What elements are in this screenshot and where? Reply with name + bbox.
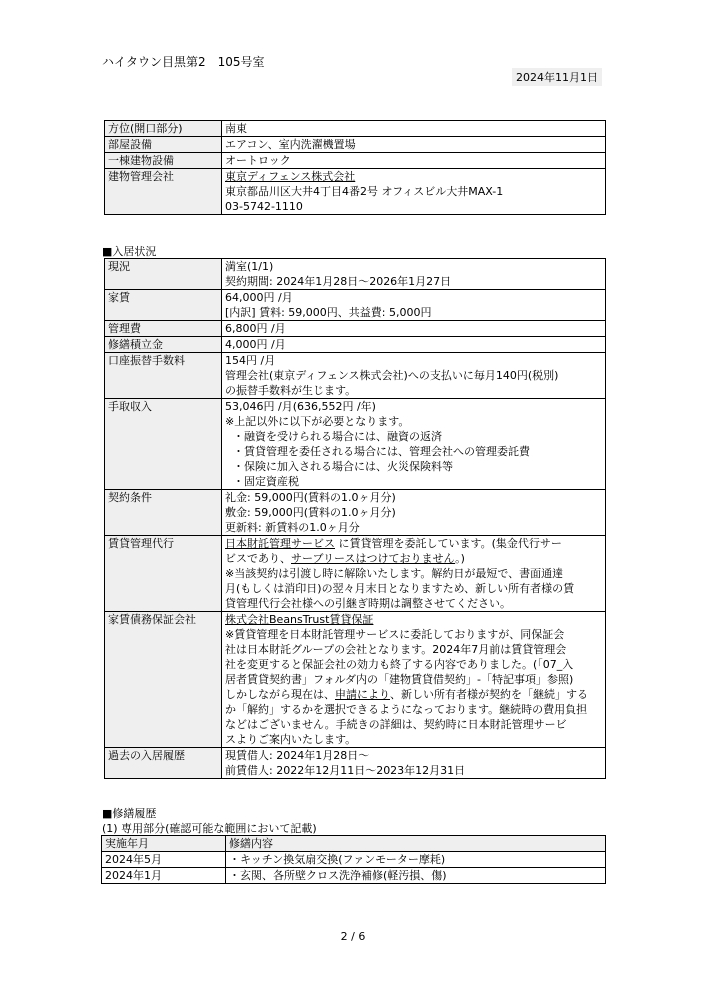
column-header: 実施年月 [102,836,226,852]
net-income-line: ・保険に加入される場合には、火災保険料等 [233,460,453,473]
row-label: 部屋設備 [105,137,222,153]
transfer-fee-line: 管理会社(東京ディフェンス株式会社)への支払いに毎月140円(税別) [225,369,559,382]
table-row [105,259,606,290]
table-row [105,321,606,337]
guarantor-link[interactable]: 株式会社BeansTrust賃貸保証 [225,613,374,626]
rental-agent-line: 月(もしくは消印日)の翌々月末日となりますため、新しい所有者様の賃 [225,582,575,595]
table-row [105,748,606,779]
table-row [105,353,606,399]
row-label: 管理費 [105,321,222,337]
repairs-section-title: ■修繕履歴 [102,807,157,820]
rental-agent-link[interactable]: 日本財託管理サービス [225,537,335,550]
net-income-line: ・固定資産税 [233,475,299,488]
row-value [222,612,606,748]
table-row [105,153,606,169]
rental-agent-line: ※当該契約は引渡し時に解除いたします。解約日が最短で、書面通達 [225,567,564,580]
status-line: 満室(1/1) [225,260,274,273]
row-value: 南東 [222,121,606,137]
status-line: 契約期間: 2024年1月28日～2026年1月27日 [225,275,452,288]
rental-agent-text: ビスであり、 [225,552,291,565]
table-row [105,121,606,137]
repair-content: ・キッチン換気扇交換(ファンモーター摩耗) [226,852,606,868]
rental-agent-text: 。) [455,552,465,565]
contract-line: 敷金: 59,000円(賃料の1.0ヶ月分) [225,506,396,519]
row-label: 修繕積立金 [105,337,222,353]
repair-date: 2024年1月 [102,868,226,884]
repair-content: ・玄関、各所壁クロス洗浄補修(軽汚損、傷) [226,868,606,884]
building-info-table [104,120,606,215]
row-value [222,259,606,290]
row-value [222,290,606,321]
row-value [222,169,606,215]
row-label: 方位(開口部分) [105,121,222,137]
guarantor-line: などはございません。手続きの詳細は、契約時に日本財託管理サービ [225,718,567,731]
row-label: 家賃債務保証会社 [105,612,222,748]
repairs-subtitle: (1) 専用部分(確認可能な範囲において記載) [102,822,317,835]
row-label: 口座振替手数料 [105,353,222,399]
transfer-fee-line: の振替手数料が生じます。 [225,384,357,397]
row-label: 賃貸管理代行 [105,536,222,612]
guarantor-text: 、新しい所有者様が契約を「継続」する [390,688,588,701]
occupancy-section-title: ■入居状況 [102,245,157,258]
row-label: 手取収入 [105,399,222,490]
history-line: 現賃借人: 2024年1月28日～ [225,749,370,762]
guarantor-line: か「解約」するかを選択できるようになっております。継続時の費用負担 [225,703,588,716]
management-company-link[interactable]: 東京ディフェンス株式会社 [225,170,356,183]
page-title: ハイタウン目黒第2 105号室 [102,55,265,69]
rent-line: [内訳] 賃料: 59,000円、共益費: 5,000円 [225,306,432,319]
row-value [222,353,606,399]
contract-line: 更新料: 新賃料の1.0ヶ月分 [225,521,360,534]
sublease-note: サーブリースはつけておりません [291,552,456,565]
row-label: 建物管理会社 [105,169,222,215]
row-value: 4,000円 /月 [222,337,606,353]
guarantor-line: ※賃貸管理を日本財託管理サービスに委託しておりますが、同保証会 [225,628,565,641]
rental-agent-line: 貸管理代行会社様への引継ぎ時期は調整させてください。 [225,597,511,610]
table-row [102,868,606,884]
net-income-line: ※上記以外に以下が必要となります。 [225,415,410,428]
row-value: オートロック [222,153,606,169]
row-label: 現況 [105,259,222,290]
row-value: 6,800円 /月 [222,321,606,337]
net-income-line: ・融資を受けられる場合には、融資の返済 [233,430,442,443]
row-value [222,399,606,490]
column-header: 修繕内容 [226,836,606,852]
table-row [105,169,606,215]
row-label: 契約条件 [105,490,222,536]
table-row [105,536,606,612]
management-phone: 03-5742-1110 [225,200,303,213]
row-value [222,536,606,612]
row-label: 一棟建物設備 [105,153,222,169]
repair-date: 2024年5月 [102,852,226,868]
history-line: 前賃借人: 2022年12月11日～2023年12月31日 [225,764,466,777]
table-row [102,852,606,868]
net-income-line: ・賃貸管理を委任される場合には、管理会社への管理委託費 [233,445,530,458]
table-row [105,490,606,536]
row-value [222,490,606,536]
rent-line: 64,000円 /月 [225,291,293,304]
guarantor-line: 居者賃貸契約書」フォルダ内の「建物賃貸借契約」-「特記事項」参照) [225,673,574,686]
guarantor-line: スよりご案内いたします。 [225,733,357,746]
row-value: エアコン、室内洗濯機置場 [222,137,606,153]
page-number: 2 / 6 [340,930,366,943]
guarantor-line: 社は日本財託グループの会社となります。2024年7月前は賃貸管理会 [225,643,567,656]
row-label: 家賃 [105,290,222,321]
occupancy-table [104,258,606,779]
table-row [105,290,606,321]
table-row [105,137,606,153]
row-value [222,748,606,779]
contract-line: 礼金: 59,000円(賃料の1.0ヶ月分) [225,491,396,504]
table-row [105,337,606,353]
application-note: 申請により [335,688,390,701]
guarantor-text: しかしながら現在は、 [225,688,335,701]
row-label: 過去の入居履歴 [105,748,222,779]
table-row [105,399,606,490]
net-income-line: 53,046円 /月(636,552円 /年) [225,400,376,413]
repair-history-table [101,835,606,884]
management-address: 東京都品川区大井4丁目4番2号 オフィスビル大井MAX-1 [225,185,504,198]
guarantor-line: 社を変更すると保証会社の効力も終了する内容でありました。(「07_入 [225,658,574,671]
rental-agent-text: に賃貸管理を委託しています。(集金代行サー [335,537,562,550]
table-header-row [102,836,606,852]
transfer-fee-line: 154円 /月 [225,354,276,367]
document-date: 2024年11月1日 [512,68,602,86]
table-row [105,612,606,748]
